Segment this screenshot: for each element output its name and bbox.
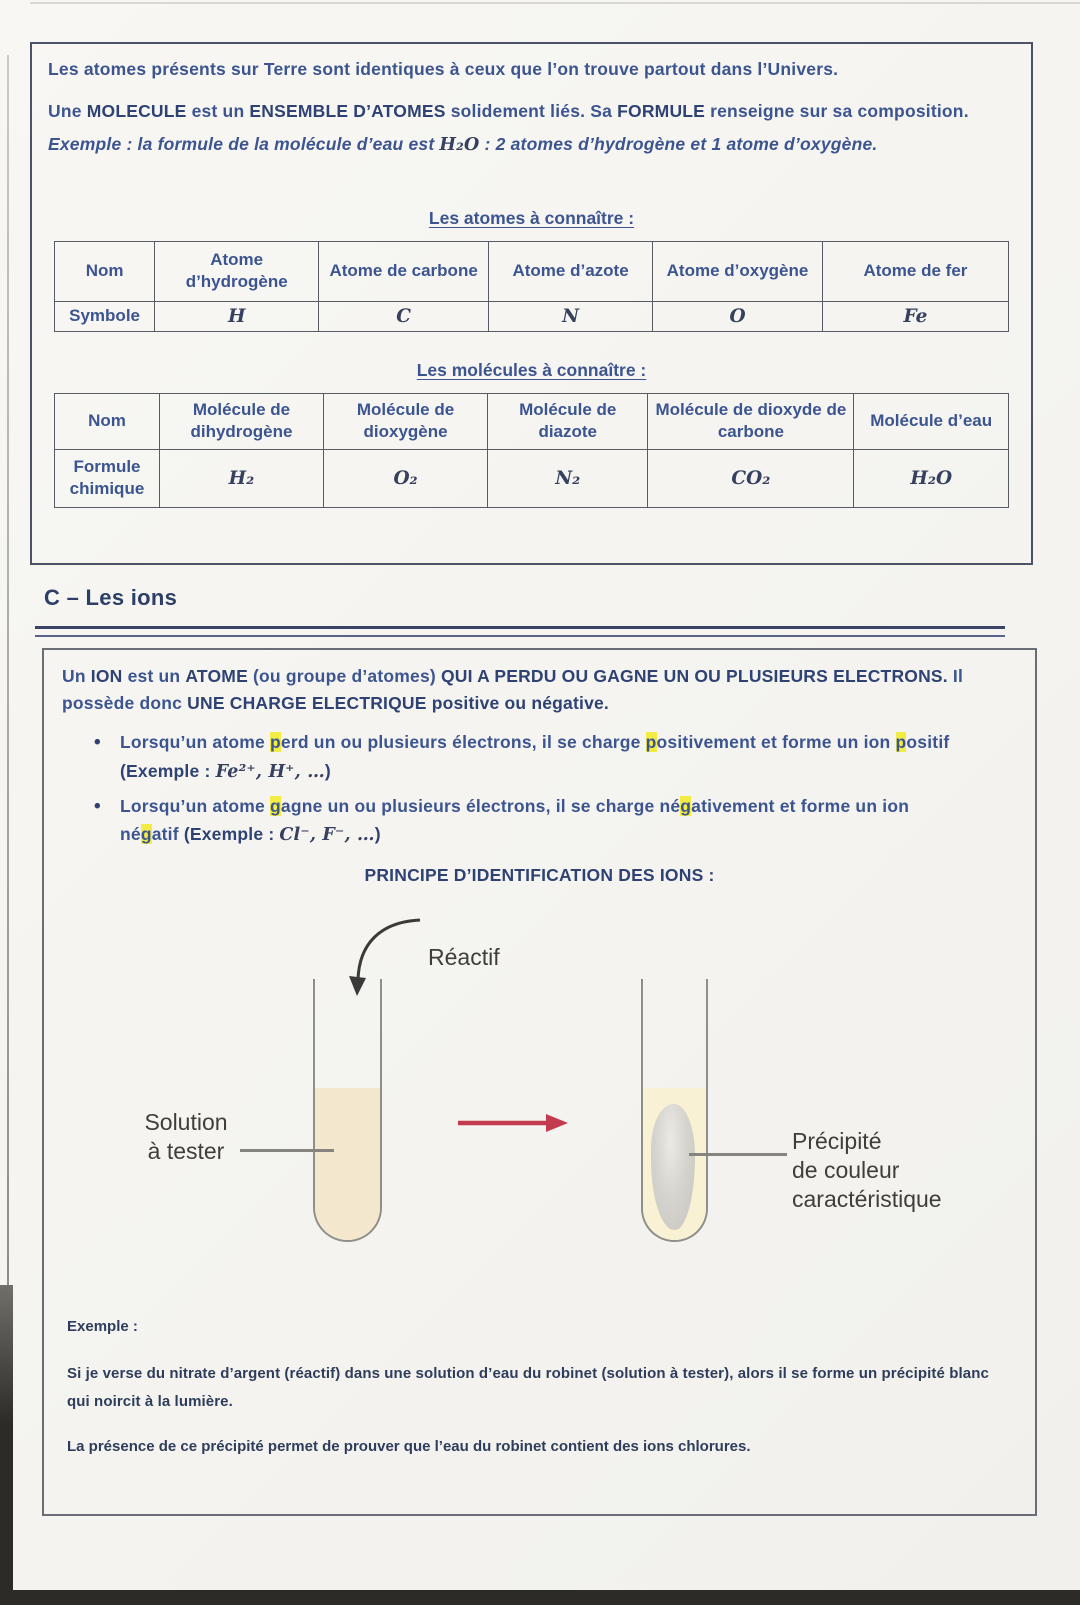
table-cell: Molécule de dioxygène [324, 393, 488, 449]
section-divider-rule [35, 626, 1005, 637]
bullet-positive-ion-text: • Lorsqu’un atome perd un ou plusieurs électrons, il se charge positivement et forme un ion positif [120, 732, 950, 753]
table-cell: Atome d’azote [489, 241, 653, 301]
test-tube-solution [313, 979, 382, 1242]
atoms-molecules-box [30, 42, 1033, 565]
molecules-table-title: Les molécules à connaître : [416, 359, 647, 380]
scan-left-dark-band [0, 1285, 13, 1595]
scan-bottom-dark-band [0, 1590, 1080, 1605]
precipitate-liquid [643, 1088, 706, 1240]
table-cell: H₂O [854, 449, 1009, 507]
solution-pointer-line [240, 1149, 334, 1152]
ion-definition-paragraph: Un ION est un ATOME (ou groupe d’atomes) QUI A PERDU OU GAGNE UN OU PLUSIEURS ELECTRONS. Il possède donc UNE CHARGE ELECTRIQUE positive ou négative. [62, 666, 964, 714]
table-cell: Formule chimique [55, 449, 160, 507]
section-c-heading: C – Les ions [44, 585, 178, 610]
table-cell: Atome d’oxygène [653, 241, 823, 301]
table-cell: Atome de carbone [319, 241, 489, 301]
table-cell: O₂ [324, 449, 488, 507]
example-paragraph-1: Si je verse du nitrate d’argent (réactif) dans une solution d’eau du robinet (solution à tester), alors il se forme un précipité blanc qui noircit à la lumière. [67, 1365, 989, 1410]
table-cell: Molécule de dioxyde de carbone [648, 393, 854, 449]
precipitate-label: Précipité de couleur caractéristique [792, 1128, 942, 1213]
table-cell: Molécule de dihydrogène [159, 393, 323, 449]
table-cell: O [653, 301, 823, 331]
example-paragraph-2: La présence de ce précipité permet de prouver que l’eau du robinet contient des ions chlorures. [67, 1438, 751, 1455]
table-cell: Symbole [55, 301, 155, 331]
solution-label: Solution à tester [144, 1109, 228, 1165]
precipitate-pointer-line [689, 1153, 787, 1156]
reactif-label: Réactif [428, 944, 500, 970]
list-item [94, 794, 1017, 849]
table-cell: C [319, 301, 489, 331]
bullet-negative-ion-example: négatif (Exemple : Cl⁻, F⁻, …) [120, 824, 381, 846]
molecules-table-formula-row [55, 449, 1009, 507]
precipitate-blob [651, 1104, 695, 1230]
table-cell: Fe [822, 301, 1008, 331]
table-cell: H₂ [159, 449, 323, 507]
table-cell: N₂ [488, 449, 648, 507]
table-cell: CO₂ [648, 449, 854, 507]
scan-top-edge [30, 2, 1080, 4]
table-cell: Nom [55, 393, 160, 449]
test-tube-precipitate [641, 979, 708, 1242]
table-cell: Molécule de diazote [488, 393, 648, 449]
reaction-arrow-icon [456, 1112, 571, 1134]
bullet-positive-ion-example: (Exemple : Fe²⁺, H⁺, …) [120, 760, 331, 782]
principle-heading: PRINCIPE D’IDENTIFICATION DES IONS : [364, 864, 715, 885]
atoms-table [54, 241, 1009, 332]
atoms-table-header-row [55, 241, 1009, 301]
molecules-table [54, 393, 1009, 508]
bullet-negative-ion-text: • Lorsqu’un atome gagne un ou plusieurs électrons, il se charge négativement et forme un ion [120, 796, 910, 816]
intro-paragraph-2: Une MOLECULE est un ENSEMBLE D’ATOMES solidement liés. Sa FORMULE renseigne sur sa composition. [48, 101, 969, 122]
ions-box [42, 648, 1037, 1516]
list-item [94, 730, 1017, 785]
ion-bullet-list [62, 730, 1017, 849]
atoms-table-symbol-row [55, 301, 1009, 331]
example-label: Exemple : [67, 1318, 138, 1335]
intro-example-paragraph: Exemple : la formule de la molécule d’eau est H₂O : 2 atomes d’hydrogène et 1 atome d’oxygène. [48, 133, 878, 155]
molecules-table-header-row [55, 393, 1009, 449]
table-cell: N [489, 301, 653, 331]
table-cell: Atome de fer [822, 241, 1008, 301]
table-cell: Molécule d’eau [854, 393, 1009, 449]
scan-left-edge-line [7, 55, 9, 1290]
solution-liquid [315, 1088, 380, 1240]
table-cell: Nom [55, 241, 155, 301]
atoms-table-title: Les atomes à connaître : [428, 207, 635, 228]
table-cell: H [155, 301, 319, 331]
intro-paragraph-1: Les atomes présents sur Terre sont identiques à ceux que l’on trouve partout dans l’Univers. [48, 59, 839, 79]
table-cell: Atome d’hydrogène [155, 241, 319, 301]
